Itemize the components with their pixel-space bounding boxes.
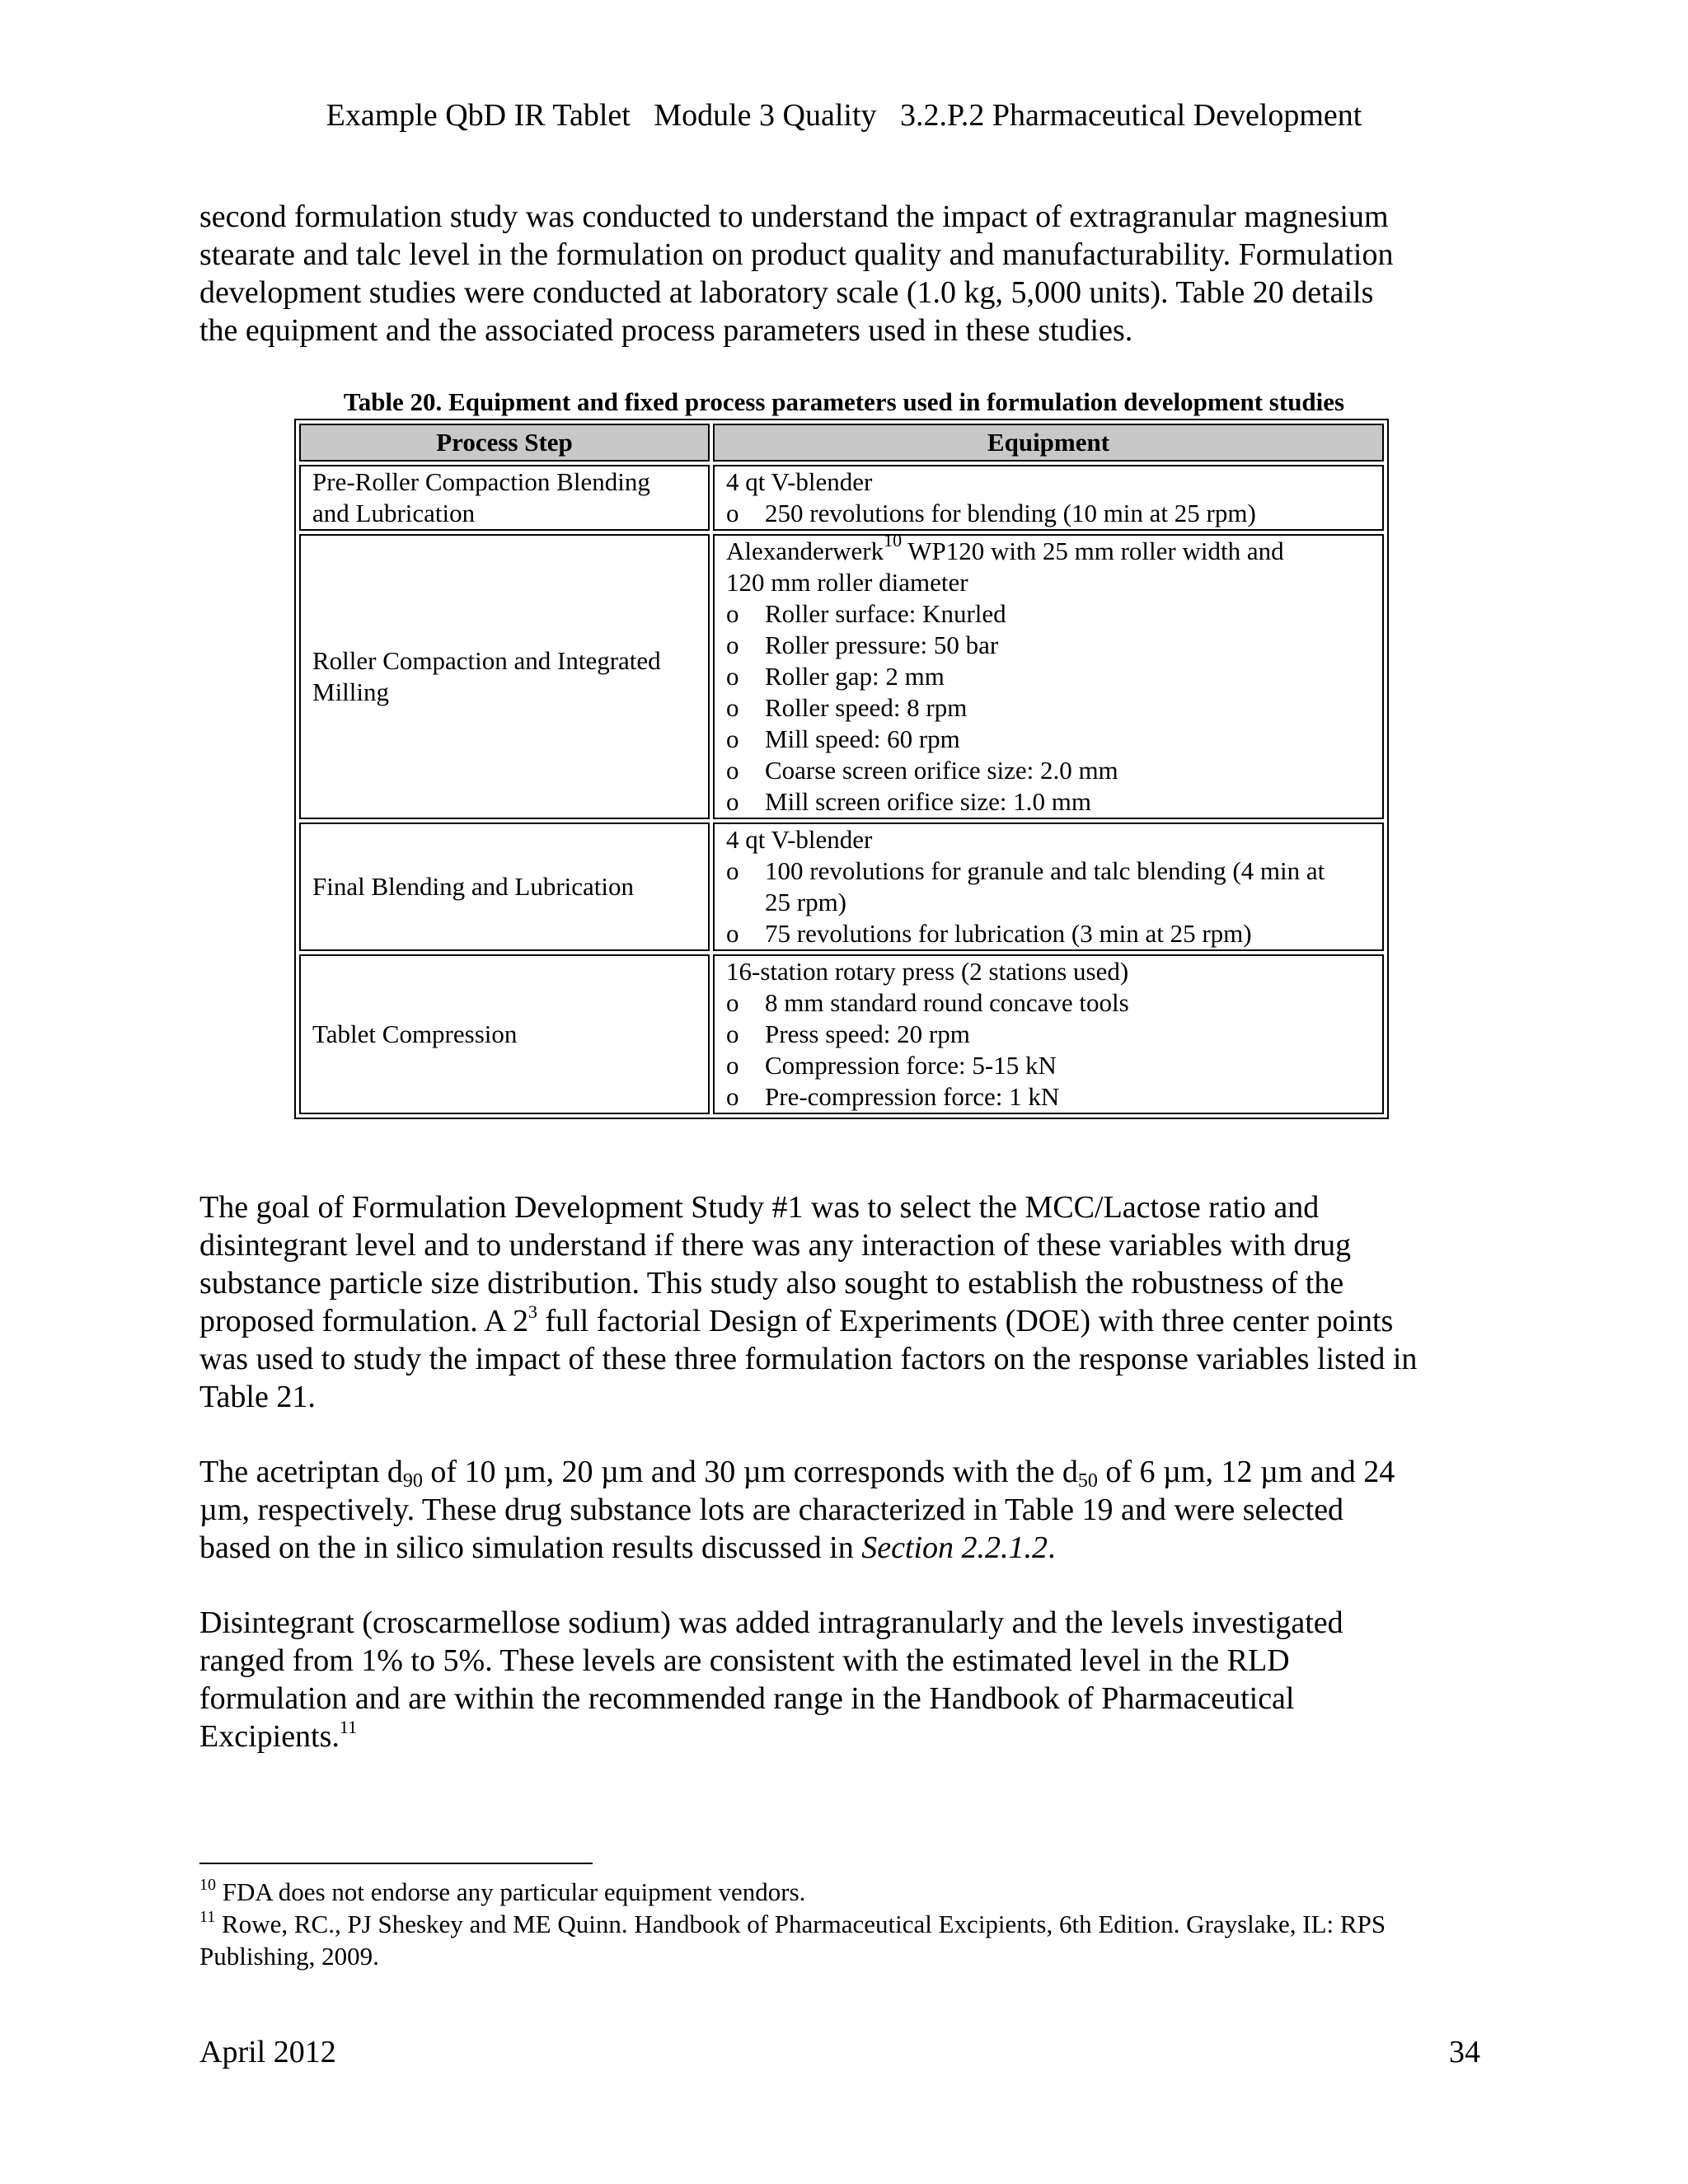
subscript: 90 (402, 1470, 423, 1492)
bullet-marker: o (726, 693, 739, 722)
bullet-marker: o (726, 1082, 739, 1111)
bullet-marker: o (726, 856, 739, 885)
parameter-item: o Mill speed: 60 rpm (726, 724, 960, 753)
page-header: Example QbD IR Tablet Module 3 Quality 3.2.P.2 Pharmaceutical Development (326, 98, 1362, 133)
text-line: Table 21. (199, 1380, 316, 1414)
parameter-item: o 8 mm standard round concave tools (726, 988, 1129, 1017)
bullet-marker: o (726, 1051, 739, 1080)
text-line: disintegrant level and to understand if there was any interaction of these variables with drug (199, 1228, 1352, 1263)
text-line: second formulation study was conducted to understand the impact of extragranular magnesium (199, 199, 1389, 234)
equipment-cell (713, 465, 1384, 531)
text-line: ranged from 1% to 5%. These levels are consistent with the estimated level in the RLD (199, 1643, 1290, 1678)
parameter-item: o Pre-compression force: 1 kN (726, 1082, 1060, 1111)
bullet-marker: o (726, 662, 739, 691)
superscript: 3 (528, 1301, 537, 1322)
text-line: Disintegrant (croscarmellose sodium) was added intragranularly and the levels investigated (199, 1605, 1343, 1640)
process-step-cell (299, 954, 710, 1114)
text-line: development studies were conducted at laboratory scale (1.0 kg, 5,000 units). Table 20 details (199, 275, 1374, 310)
process-step-cell (299, 823, 710, 951)
parameter-item: o Coarse screen orifice size: 2.0 mm (726, 756, 1118, 785)
text-line: based on the in silico simulation results discussed in Section 2.2.1.2. (199, 1530, 1056, 1565)
footnote-ref: 11 (339, 1717, 358, 1737)
bullet-marker: o (726, 756, 739, 785)
equipment-name: Alexanderwerk$^{10}$ WP120 with 25 mm roller width and (726, 530, 1284, 565)
table-row (299, 534, 1384, 819)
equipment-name: 4 qt V-blender (726, 825, 873, 854)
bullet-marker: o (726, 787, 739, 816)
text-line: stearate and talc level in the formulation on product quality and manufacturability. Formulation (199, 237, 1394, 272)
equipment-cell (713, 823, 1384, 951)
text-line: was used to study the impact of these three formulation factors on the response variables listed in (199, 1342, 1418, 1376)
footnote-11: $^{11}$ Rowe, RC., PJ Sheskey and ME Quinn. Handbook of Pharmaceutical Excipients, 6th Edition. Grayslake, IL: RPS (199, 1908, 1386, 1938)
bullet-marker: o (726, 1019, 739, 1048)
parameter-item: o Roller surface: Knurled (726, 599, 1006, 628)
bullet-marker: o (726, 724, 739, 753)
text-line: substance particle size distribution. This study also sought to establish the robustness of the (199, 1266, 1344, 1301)
text-line: µm, respectively. These drug substance lots are characterized in Table 19 and were selected (199, 1493, 1344, 1527)
step-line: Milling (312, 677, 390, 706)
parameter-item: o Roller pressure: 50 bar (726, 630, 999, 659)
particle-size-paragraph (199, 1453, 1502, 1567)
text-line: proposed formulation. A 2$^3$ full factorial Design of Experiments (DOE) with three center points (199, 1301, 1394, 1338)
parameter-item: o Roller speed: 8 rpm (726, 693, 968, 722)
parameter-item: o Roller gap: 2 mm (726, 662, 945, 691)
equipment-cell (713, 530, 1384, 819)
bullet-marker: o (726, 599, 739, 628)
footnote-10: $^{10}$ FDA does not endorse any particular equipment vendors. (199, 1876, 806, 1906)
step-line: Pre-Roller Compaction Blending (312, 467, 650, 496)
step-line: Roller Compaction and Integrated (312, 646, 661, 675)
equipment-name-cont: 120 mm roller diameter (726, 568, 968, 597)
section-reference: Section 2.2.1.2 (861, 1530, 1048, 1565)
bullet-marker: o (726, 499, 739, 527)
disintegrant-paragraph (199, 1604, 1502, 1755)
equipment-name: 4 qt V-blender (726, 467, 873, 496)
parameter-item: o 100 revolutions for granule and talc blending (4 min at 25 rpm) (726, 856, 1325, 916)
footnote-ref: 10 (884, 530, 903, 551)
equipment-cell (713, 954, 1384, 1114)
footer-date: April 2012 (199, 2035, 336, 2069)
study-goal-paragraph (199, 1188, 1502, 1416)
text-line: The goal of Formulation Development Study #1 was to select the MCC/Lactose ratio and (199, 1190, 1320, 1225)
equipment-name: 16-station rotary press (2 stations used) (726, 957, 1129, 986)
bullet-marker: o (726, 630, 739, 659)
parameter-item: o 75 revolutions for lubrication (3 min at 25 rpm) (726, 919, 1252, 948)
equipment-table (294, 419, 1389, 1119)
parameter-item: o Press speed: 20 rpm (726, 1019, 970, 1048)
process-step-cell (299, 465, 710, 531)
table-row (299, 465, 1384, 531)
column-header-equipment: Equipment (713, 424, 1384, 462)
footnote-divider (199, 1863, 593, 1864)
intro-paragraph (199, 198, 1502, 349)
text-line: formulation and are within the recommended range in the Handbook of Pharmaceutical (199, 1681, 1295, 1716)
table-caption: Table 20. Equipment and fixed process parameters used in formulation development studies (343, 387, 1345, 416)
step-line: and Lubrication (312, 499, 476, 527)
parameter-item: o Mill screen orifice size: 1.0 mm (726, 787, 1091, 816)
text-line: Excipients.$^{11}$ (199, 1717, 358, 1754)
subscript: 50 (1077, 1470, 1098, 1492)
column-header-process-step: Process Step (299, 424, 710, 462)
text-line: The acetriptan $d_{90}$ of 10 µm, 20 µm and 30 µm corresponds with the $d_{50}$ of 6 µm, 12 µm and 24 (199, 1455, 1395, 1492)
table-header-row (299, 424, 1384, 462)
page-number: 34 (1449, 2035, 1480, 2069)
step-line: Final Blending and Lubrication (312, 872, 635, 901)
process-step-cell (299, 534, 710, 819)
table-row (299, 823, 1384, 951)
bullet-marker: o (726, 919, 739, 948)
table-row (299, 954, 1384, 1114)
text-line: the equipment and the associated process parameters used in these studies. (199, 313, 1133, 348)
parameter-item: o 250 revolutions for blending (10 min at 25 rpm) (726, 499, 1256, 527)
footnotes (199, 1876, 1502, 1972)
bullet-marker: o (726, 988, 739, 1017)
step-line: Tablet Compression (312, 1019, 518, 1048)
footnote-11-cont: Publishing, 2009. (199, 1942, 379, 1971)
parameter-item: o Compression force: 5-15 kN (726, 1051, 1057, 1080)
